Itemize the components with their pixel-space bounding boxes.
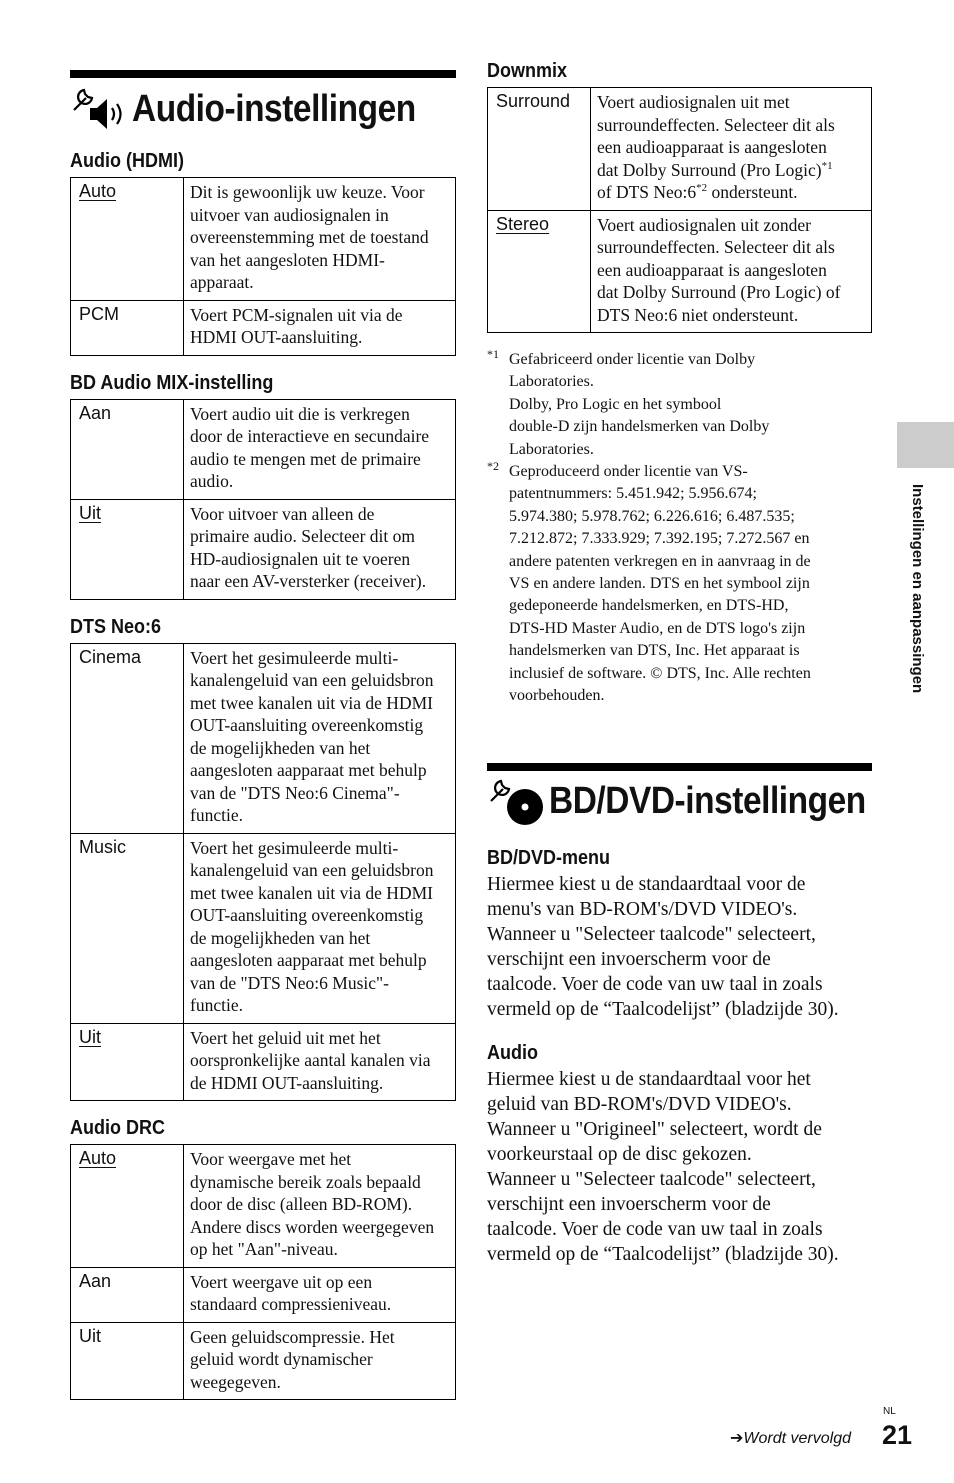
- footer-continued: [730, 1428, 851, 1448]
- text-line: geluid wordt dynamischer: [190, 1349, 373, 1369]
- footnote-2: [487, 461, 872, 707]
- dts-neo6-heading: DTS Neo:6: [70, 615, 162, 638]
- text-line: andere patenten verkregen en in aanvraag in de: [509, 552, 811, 570]
- text-line: Voert het gesimuleerde multi-: [190, 647, 399, 668]
- text-line: apparaat.: [190, 272, 254, 292]
- option-description: [591, 88, 872, 211]
- option-key: Music: [79, 836, 127, 857]
- text-fragment: dat Dolby Surround (Pro Logic): [597, 159, 822, 180]
- text-line: dynamische bereik zoals bepaald: [190, 1171, 421, 1192]
- text-line: audio te mengen met de primaire: [190, 448, 421, 469]
- text-line: verschijnt een invoerscherm voor de: [487, 948, 771, 970]
- audio-section-title: Audio-instellingen: [132, 87, 416, 130]
- page-number: 21: [882, 1420, 913, 1450]
- option-key: Uit: [79, 1026, 101, 1047]
- audio-hdmi-table: [70, 177, 456, 356]
- text-line: [597, 159, 867, 182]
- audio-section-header: [70, 84, 456, 134]
- text-line: dat Dolby Surround (Pro Logic) of: [597, 282, 841, 302]
- option-description: [184, 178, 456, 301]
- text-line: voorbehouden.: [509, 687, 605, 705]
- audio-hdmi-heading: Audio (HDMI): [70, 150, 184, 172]
- option-key: Aan: [79, 402, 112, 423]
- bd-audio-mix-heading: BD Audio MIX-instelling: [70, 371, 274, 394]
- text-line: van de "DTS Neo:6 Music"-: [190, 972, 389, 993]
- option-key: Aan: [79, 1270, 112, 1291]
- text-line: Geen geluidscompressie. Het: [190, 1326, 395, 1347]
- text-line: geluid van BD-ROM's/DVD VIDEO's.: [487, 1093, 792, 1115]
- option-key: Stereo: [496, 213, 550, 234]
- text-line: HD-audiosignalen uit te voeren: [190, 548, 411, 569]
- arrow-right-icon: ➔: [730, 1430, 744, 1447]
- footer-continued-text: Wordt vervolgd: [743, 1430, 851, 1447]
- table-row: [71, 1145, 456, 1268]
- right-column: [487, 60, 872, 1267]
- text-line: Dolby, Pro Logic en het symbool: [509, 395, 722, 413]
- text-line: aangesloten aapparaat met behulp: [190, 760, 427, 780]
- text-line: van het aangesloten HDMI-: [190, 249, 385, 270]
- table-row: [488, 88, 872, 211]
- text-line: double-D zijn handelsmerken van Dolby: [509, 418, 770, 436]
- option-key: Cinema: [79, 646, 142, 667]
- text-line: Wanneer u "Selecteer taalcode" selecteert,: [487, 923, 816, 945]
- text-line: Gefabriceerd onder licentie van Dolby: [509, 351, 756, 368]
- text-fragment: of DTS Neo:6: [597, 182, 697, 202]
- table-row: [71, 833, 456, 1023]
- text-line: oorspronkelijke aantal kanalen via: [190, 1050, 431, 1070]
- text-line: functie.: [190, 805, 243, 825]
- wrench-disc-icon: [487, 777, 549, 827]
- text-fragment: ondersteunt.: [707, 182, 798, 202]
- text-line: Voert audiosignalen uit met: [597, 92, 790, 112]
- text-line: weegegeven.: [190, 1371, 281, 1392]
- text-line: Andere discs worden weergegeven: [190, 1216, 435, 1237]
- option-description: [184, 833, 456, 1023]
- table-row: [71, 399, 456, 499]
- text-line: menu's van BD-ROM's/DVD VIDEO's.: [487, 898, 798, 920]
- text-line: OUT-aansluiting overeenkomstig: [190, 905, 424, 925]
- option-description: [591, 210, 872, 333]
- text-line: kanalengeluid van een geluidsbron: [190, 860, 434, 880]
- bddvd-menu-text: [487, 872, 872, 1022]
- footnote-mark: *2: [487, 459, 499, 474]
- text-line: inclusief de software. © DTS, Inc. Alle rechten: [509, 664, 811, 682]
- footnote-ref: *1: [821, 159, 833, 172]
- text-line: Voert het gesimuleerde multi-: [190, 837, 399, 858]
- text-line: standaard compressieniveau.: [190, 1294, 392, 1314]
- bddvd-section-title: BD/DVD-instellingen: [549, 780, 866, 822]
- text-line: handelsmerken van DTS, Inc. Het apparaat is: [509, 642, 800, 660]
- text-line: VS en andere landen. DTS en het symbool zijn: [509, 575, 810, 593]
- text-line: [597, 181, 867, 204]
- option-description: [184, 1267, 456, 1322]
- text-line: op het "Aan"-niveau.: [190, 1239, 338, 1259]
- text-line: de mogelijkheden van het: [190, 737, 371, 758]
- option-key: Surround: [496, 91, 571, 111]
- text-line: uitvoer van audiosignalen in: [190, 204, 389, 225]
- table-row: [71, 643, 456, 833]
- text-line: DTS Neo:6 niet ondersteunt.: [597, 304, 799, 325]
- option-description: [184, 1023, 456, 1101]
- audio-drc-table: [70, 1144, 456, 1400]
- text-line: HDMI OUT-aansluiting.: [190, 327, 363, 347]
- text-line: een audioapparaat is aangesloten: [597, 259, 827, 280]
- left-column: [70, 70, 456, 1400]
- text-line: overeenstemming met de toestand: [190, 227, 429, 247]
- option-key: Auto: [79, 1148, 117, 1168]
- dts-neo6-table: [70, 643, 456, 1102]
- wrench-speaker-icon: [70, 84, 132, 134]
- text-line: Voor uitvoer van alleen de: [190, 503, 375, 524]
- text-line: de mogelijkheden van het: [190, 927, 371, 948]
- footer-language: NL: [883, 1406, 896, 1417]
- text-line: taalcode. Voer de code van uw taal in zoals: [487, 973, 823, 995]
- text-line: Hiermee kiest u de standaardtaal voor het: [487, 1068, 811, 1090]
- text-line: de HDMI OUT-aansluiting.: [190, 1072, 384, 1093]
- text-line: surroundeffecten. Selecteer dit als: [597, 114, 835, 135]
- option-key: Uit: [79, 1325, 101, 1346]
- option-description: [184, 1145, 456, 1268]
- bddvd-audio-heading: Audio: [487, 1041, 538, 1064]
- table-row: [71, 499, 456, 599]
- table-row: [71, 1322, 456, 1400]
- section-rule: [70, 70, 456, 78]
- text-line: vermeld op de “Taalcodelijst” (bladzijde 30).: [487, 998, 839, 1020]
- text-line: Wanneer u "Selecteer taalcode" selecteert,: [487, 1168, 816, 1190]
- text-line: gedeponeerde handelsmerken, en DTS-HD,: [509, 597, 789, 615]
- text-line: Voert PCM-signalen uit via de: [190, 304, 403, 325]
- text-line: door de disc (alleen BD-ROM).: [190, 1194, 413, 1214]
- text-line: DTS-HD Master Audio, en de DTS logo's zijn: [509, 619, 806, 637]
- downmix-table: [487, 87, 872, 333]
- text-line: Laboratories.: [509, 373, 594, 391]
- text-line: audio.: [190, 471, 234, 491]
- text-line: kanalengeluid van een geluidsbron: [190, 670, 434, 690]
- text-line: Wanneer u "Origineel" selecteert, wordt de: [487, 1118, 822, 1140]
- section-rule: [487, 763, 872, 771]
- text-line: OUT-aansluiting overeenkomstig: [190, 715, 424, 735]
- side-tab-marker: [897, 422, 954, 468]
- text-line: functie.: [190, 995, 243, 1015]
- text-line: surroundeffecten. Selecteer dit als: [597, 237, 835, 257]
- text-line: Voor weergave met het: [190, 1149, 352, 1169]
- bddvd-menu-heading: BD/DVD-menu: [487, 846, 611, 869]
- text-line: 5.974.380; 5.978.762; 6.226.616; 6.487.535;: [509, 507, 795, 525]
- text-line: naar een AV-versterker (receiver).: [190, 571, 427, 591]
- text-line: Dit is gewoonlijk uw keuze. Voor: [190, 182, 425, 202]
- option-description: [184, 643, 456, 833]
- option-description: [184, 499, 456, 599]
- text-line: van de "DTS Neo:6 Cinema"-: [190, 782, 400, 803]
- table-row: [488, 210, 872, 333]
- text-line: Laboratories.: [509, 440, 594, 458]
- footnote-mark: *1: [487, 347, 499, 361]
- text-line: vermeld op de “Taalcodelijst” (bladzijde 30).: [487, 1243, 839, 1265]
- text-line: Geproduceerd onder licentie van VS-: [509, 463, 748, 481]
- option-description: [184, 300, 456, 355]
- text-line: een audioapparaat is aangesloten: [597, 137, 827, 157]
- text-line: taalcode. Voer de code van uw taal in zoals: [487, 1218, 823, 1240]
- option-key: PCM: [79, 303, 119, 324]
- text-line: Hiermee kiest u de standaardtaal voor de: [487, 873, 806, 895]
- footnote-1: [487, 349, 872, 461]
- text-line: Voert weergave uit op een: [190, 1271, 373, 1292]
- audio-drc-heading: Audio DRC: [70, 1117, 165, 1139]
- text-line: door de interactieve en secundaire: [190, 426, 430, 446]
- text-line: patentnummers: 5.451.942; 5.956.674;: [509, 485, 757, 503]
- footnotes: [487, 349, 872, 708]
- text-line: aangesloten aapparaat met behulp: [190, 950, 427, 970]
- option-description: [184, 399, 456, 499]
- text-line: verschijnt een invoerscherm voor de: [487, 1193, 771, 1215]
- table-row: [71, 1267, 456, 1322]
- table-row: [71, 1023, 456, 1101]
- text-line: Voert audiosignalen uit zonder: [597, 214, 811, 235]
- bddvd-audio-text: [487, 1067, 872, 1267]
- text-line: Voert audio uit die is verkregen: [190, 403, 410, 424]
- bddvd-section-header: [487, 777, 872, 827]
- text-line: met twee kanalen uit via de HDMI: [190, 692, 433, 713]
- bd-audio-mix-table: [70, 399, 456, 600]
- footnote-ref: *2: [696, 182, 708, 195]
- option-key: Auto: [79, 181, 117, 201]
- downmix-heading: Downmix: [487, 60, 568, 82]
- text-line: 7.212.872; 7.333.929; 7.392.195; 7.272.567 en: [509, 530, 810, 548]
- side-tab-label: Instellingen en aanpassingen: [909, 484, 926, 694]
- text-line: voorkeurstaal op de disc gekozen.: [487, 1143, 752, 1165]
- option-description: [184, 1322, 456, 1400]
- table-row: [71, 300, 456, 355]
- text-line: Voert het geluid uit met het: [190, 1027, 381, 1048]
- option-key: Uit: [79, 502, 101, 523]
- table-row: [71, 178, 456, 301]
- text-line: met twee kanalen uit via de HDMI: [190, 882, 433, 903]
- text-line: primaire audio. Selecteer dit om: [190, 526, 415, 546]
